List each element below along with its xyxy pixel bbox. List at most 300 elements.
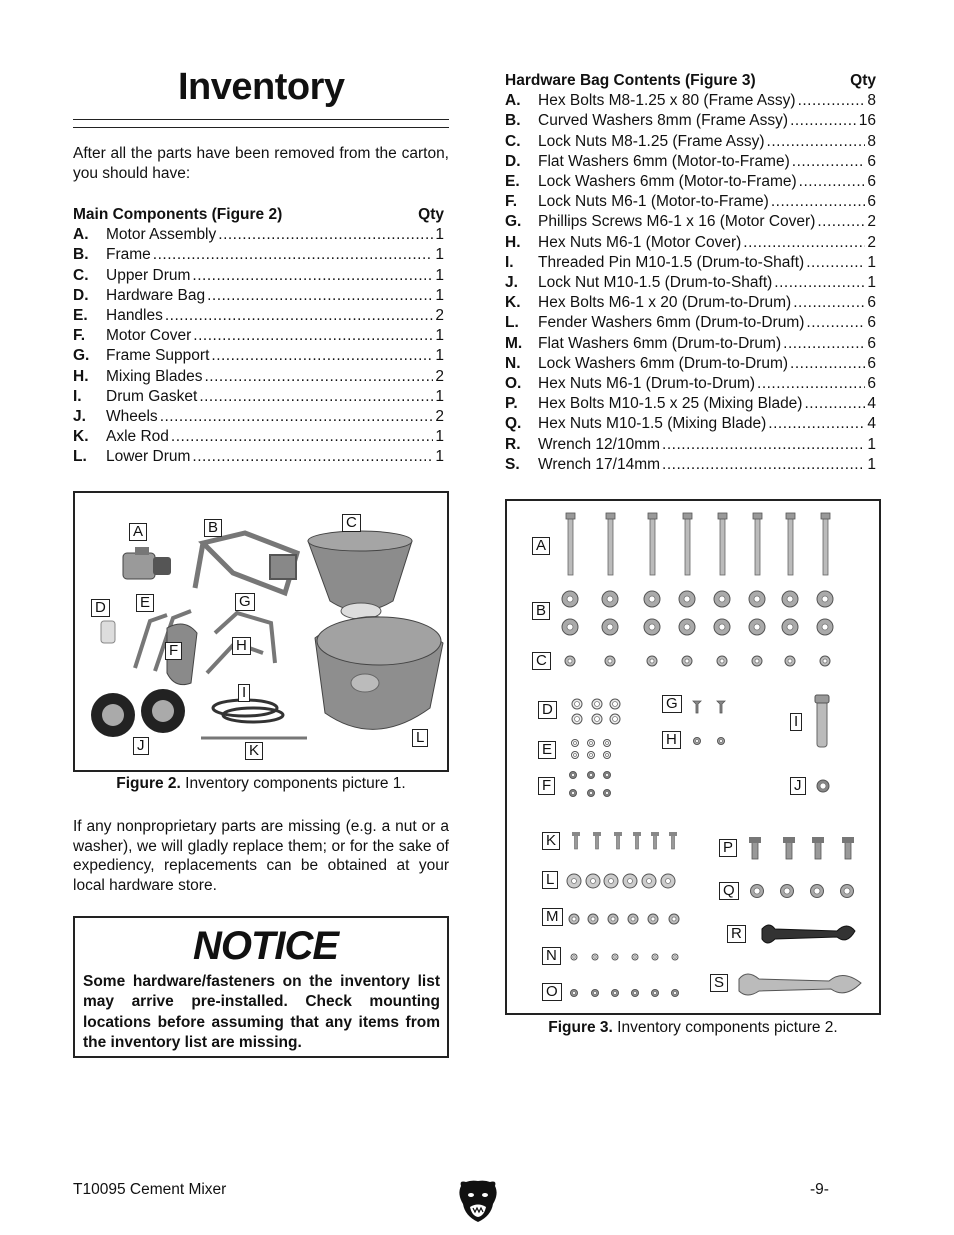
figure-3-label-f: F xyxy=(538,777,555,795)
hardware-leader-dots xyxy=(790,111,857,131)
hardware-item-letter: B. xyxy=(505,112,521,130)
flat-washer-d-hole xyxy=(595,702,600,707)
flat-washer-d-hole xyxy=(613,702,618,707)
hardware-row xyxy=(505,334,876,354)
lock-nut-f-hole xyxy=(590,774,593,777)
main-component-item-qty: 1 xyxy=(435,226,444,244)
main-component-item-name: Handles xyxy=(106,307,163,325)
hardware-item-name: Flat Washers 6mm (Drum-to-Drum) xyxy=(538,334,782,352)
hardware-item-name: Lock Nuts M6-1 (Motor-to-Frame) xyxy=(538,193,769,211)
figure-2-label-e: E xyxy=(136,594,154,612)
hardware-item-name: Lock Nut M10-1.5 (Drum-to-Shaft) xyxy=(538,274,773,292)
hex-bolt-a xyxy=(788,517,793,575)
hardware-leader-dots xyxy=(768,414,865,434)
figure-3-illustration xyxy=(507,501,879,1013)
hardware-row xyxy=(505,374,876,394)
phillips-screw-g xyxy=(693,701,701,713)
main-component-leader-dots xyxy=(193,326,433,346)
lock-nut-c-hole xyxy=(788,659,792,663)
lock-washer-e-hole xyxy=(590,742,593,745)
figure-2-label-b: B xyxy=(204,519,222,537)
threaded-pin-i xyxy=(817,699,827,747)
main-component-item-qty: 1 xyxy=(435,266,444,284)
hardware-item-name: Lock Nuts M8-1.25 (Frame Assy) xyxy=(538,132,765,150)
curved-washer-b-hole xyxy=(649,624,655,630)
flat-washer-m-hole xyxy=(672,917,676,921)
hex-bolt-a-head xyxy=(718,513,727,519)
figure-3-label-d: D xyxy=(538,701,557,719)
main-component-leader-dots xyxy=(218,225,433,245)
curved-washer-b-hole xyxy=(822,596,828,602)
hardware-item-letter: I. xyxy=(505,253,514,271)
figure-2-label-k: K xyxy=(245,742,263,760)
hardware-item-name: Wrench 12/10mm xyxy=(538,435,661,453)
figure-2-label-f: F xyxy=(165,642,182,660)
hex-bolt-k-head xyxy=(651,832,659,836)
hardware-leader-dots xyxy=(783,334,865,354)
hardware-item-letter: N. xyxy=(505,354,521,372)
main-component-item-letter: I. xyxy=(73,387,82,405)
hex-bolt-p-head xyxy=(749,837,761,843)
main-component-item-qty: 1 xyxy=(435,246,444,264)
lower-drum-illustration xyxy=(315,617,443,730)
flat-washer-m-hole xyxy=(631,917,635,921)
hex-nut-o-hole xyxy=(573,992,576,995)
lock-nut-c-hole xyxy=(568,659,572,663)
curved-washer-b-hole xyxy=(684,596,690,602)
figure-3-label-e: E xyxy=(538,741,556,759)
lock-washer-n-hole xyxy=(614,956,617,959)
hardware-row xyxy=(505,313,876,333)
lock-washer-n-hole xyxy=(573,956,576,959)
hardware-item-qty: 6 xyxy=(867,193,876,211)
upper-drum-illustration xyxy=(308,531,412,619)
hex-nut-o-hole xyxy=(614,992,617,995)
hardware-leader-dots xyxy=(806,253,865,273)
figure-3-label-h: H xyxy=(662,731,681,749)
hardware-leader-dots xyxy=(743,233,865,253)
motor-assembly-illustration xyxy=(123,547,171,579)
hardware-item-qty: 4 xyxy=(867,415,876,433)
hardware-row xyxy=(505,394,876,414)
lock-nut-j-hole xyxy=(820,783,826,789)
hex-bolt-a xyxy=(650,517,655,575)
figure-3-caption-label: Figure 3. xyxy=(548,1019,613,1036)
hex-bolt-p xyxy=(815,841,821,859)
main-component-item-letter: H. xyxy=(73,367,89,385)
hardware-item-qty: 6 xyxy=(867,294,876,312)
hex-bolt-p-head xyxy=(783,837,795,843)
main-component-row xyxy=(73,225,444,245)
hardware-leader-dots xyxy=(799,172,866,192)
lock-nut-c-hole xyxy=(720,659,724,663)
hardware-leader-dots xyxy=(767,132,866,152)
figure-3-caption-text: Inventory components picture 2. xyxy=(617,1019,838,1036)
hex-bolt-a xyxy=(568,517,573,575)
hardware-item-qty: 1 xyxy=(867,274,876,292)
figure-2-caption-text: Inventory components picture 1. xyxy=(185,775,406,792)
flat-washer-m-hole xyxy=(591,917,595,921)
lock-washer-n-hole xyxy=(594,956,597,959)
curved-washer-b-hole xyxy=(754,624,760,630)
figure-3-label-a: A xyxy=(532,537,550,555)
hex-bolt-k-head xyxy=(633,832,641,836)
hardware-leader-dots xyxy=(817,212,865,232)
hardware-item-name: Lock Washers 6mm (Drum-to-Drum) xyxy=(538,354,789,372)
hardware-item-letter: F. xyxy=(505,193,518,211)
phillips-screw-g xyxy=(717,701,725,713)
lock-nut-f-hole xyxy=(590,792,593,795)
hardware-leader-dots xyxy=(806,313,865,333)
main-component-row xyxy=(73,447,444,467)
fender-washer-l-hole xyxy=(628,879,633,884)
hardware-leader-dots xyxy=(798,91,866,111)
hardware-row xyxy=(505,152,876,172)
hardware-item-qty: 6 xyxy=(867,152,876,170)
hardware-item-letter: S. xyxy=(505,455,520,473)
hex-nut-q-hole xyxy=(784,888,790,894)
curved-washer-b-hole xyxy=(649,596,655,602)
figure-2-label-a: A xyxy=(129,523,147,541)
lock-washer-e-hole xyxy=(606,754,609,757)
hardware-leader-dots xyxy=(662,435,865,455)
intro-paragraph: After all the parts have been removed from the carton, you should have: xyxy=(73,145,449,182)
hex-bolt-a xyxy=(685,517,690,575)
hex-bolt-p xyxy=(786,841,792,859)
notice-title: NOTICE xyxy=(193,924,339,968)
hardware-item-letter: M. xyxy=(505,334,523,352)
figure-3-label-i: I xyxy=(790,713,802,731)
main-components-list xyxy=(73,205,444,468)
main-component-item-letter: C. xyxy=(73,266,89,284)
main-component-item-name: Frame Support xyxy=(106,347,210,365)
hardware-leader-dots xyxy=(790,354,865,374)
figure-2-label-i: I xyxy=(238,684,250,702)
hex-nut-q-hole xyxy=(754,888,760,894)
hardware-leader-dots xyxy=(771,192,866,212)
hardware-item-letter: L. xyxy=(505,314,519,332)
figure-3-label-p: P xyxy=(719,839,737,857)
figure-3-label-q: Q xyxy=(719,882,739,900)
hex-bolt-a-head xyxy=(753,513,762,519)
main-component-leader-dots xyxy=(205,367,434,387)
hardware-leader-dots xyxy=(757,374,865,394)
lock-washer-n-hole xyxy=(634,956,637,959)
hardware-item-name: Wrench 17/14mm xyxy=(538,455,661,473)
curved-washer-b-hole xyxy=(607,624,613,630)
curved-washer-b-hole xyxy=(787,596,793,602)
hardware-item-letter: E. xyxy=(505,173,520,191)
main-component-item-name: Upper Drum xyxy=(106,266,191,284)
figure-3-label-l: L xyxy=(542,871,558,889)
hex-nut-o-hole xyxy=(654,992,657,995)
title-rule-bottom xyxy=(73,127,449,128)
curved-washer-b-hole xyxy=(719,596,725,602)
wrench-r xyxy=(762,925,855,943)
lock-nut-c-hole xyxy=(755,659,759,663)
main-component-item-name: Frame xyxy=(106,246,151,264)
main-component-leader-dots xyxy=(165,306,434,326)
figure-2-label-c: C xyxy=(342,514,361,532)
figure-2-caption xyxy=(73,775,449,793)
title-rule-top xyxy=(73,119,449,120)
hardware-item-qty: 6 xyxy=(867,314,876,332)
main-component-item-letter: L. xyxy=(73,448,87,466)
main-component-item-qty: 1 xyxy=(435,428,444,446)
hex-nut-q-hole xyxy=(814,888,820,894)
curved-washer-b-hole xyxy=(567,624,573,630)
main-component-item-letter: A. xyxy=(73,226,89,244)
main-component-leader-dots xyxy=(199,387,433,407)
hardware-leader-dots xyxy=(804,394,865,414)
lock-washer-e-hole xyxy=(574,754,577,757)
main-component-item-qty: 1 xyxy=(435,387,444,405)
fender-washer-l-hole xyxy=(591,879,596,884)
main-component-row xyxy=(73,427,444,447)
figure-2-image xyxy=(73,491,449,772)
hardware-bag-qty-header: Qty xyxy=(850,72,876,89)
main-component-item-letter: D. xyxy=(73,286,89,304)
hex-bolt-a-head xyxy=(606,513,615,519)
figure-3-label-g: G xyxy=(662,695,682,713)
hex-bolt-k-head xyxy=(593,832,601,836)
main-component-item-qty: 2 xyxy=(435,367,444,385)
hex-bolt-a-head xyxy=(648,513,657,519)
hardware-item-letter: H. xyxy=(505,233,521,251)
hardware-item-name: Threaded Pin M10-1.5 (Drum-to-Shaft) xyxy=(538,253,805,271)
hex-bolt-p xyxy=(845,841,851,859)
flat-washer-m-hole xyxy=(572,917,576,921)
hardware-item-qty: 1 xyxy=(867,253,876,271)
hardware-row xyxy=(505,233,876,253)
main-component-row xyxy=(73,346,444,366)
hex-bolt-k-head xyxy=(614,832,622,836)
main-components-header xyxy=(73,205,444,225)
flat-washer-d-hole xyxy=(595,717,600,722)
flat-washer-d-hole xyxy=(613,717,618,722)
main-component-leader-dots xyxy=(192,266,433,286)
main-component-item-qty: 2 xyxy=(435,307,444,325)
lock-washer-e-hole xyxy=(606,742,609,745)
missing-parts-paragraph: If any nonproprietary parts are missing (e.g. a nut or a washer), we will gladly replace them; or for the sake of expediency, replacements can be obtained at your local hardware store. xyxy=(73,818,449,894)
main-component-item-letter: K. xyxy=(73,428,89,446)
hex-bolt-a xyxy=(608,517,613,575)
hardware-item-letter: P. xyxy=(505,395,518,413)
main-component-row xyxy=(73,326,444,346)
hardware-item-letter: O. xyxy=(505,375,522,393)
lock-washer-e-hole xyxy=(574,742,577,745)
hardware-row xyxy=(505,273,876,293)
hardware-item-letter: J. xyxy=(505,274,518,292)
hex-nut-q-hole xyxy=(844,888,850,894)
hex-bolt-a xyxy=(720,517,725,575)
figure-2-caption-label: Figure 2. xyxy=(116,775,181,792)
figure-2-label-j: J xyxy=(133,737,149,755)
figure-2-label-l: L xyxy=(412,729,428,747)
hex-bolt-k xyxy=(575,835,578,849)
hardware-item-qty: 6 xyxy=(867,375,876,393)
hex-bolt-k-head xyxy=(669,832,677,836)
main-component-item-qty: 2 xyxy=(435,408,444,426)
hardware-row xyxy=(505,414,876,434)
hardware-leader-dots xyxy=(793,293,865,313)
main-component-row xyxy=(73,266,444,286)
main-component-leader-dots xyxy=(207,286,433,306)
wheels-illustration xyxy=(91,689,185,737)
lock-nut-c-hole xyxy=(650,659,654,663)
fender-washer-l-hole xyxy=(572,879,577,884)
hardware-item-name: Phillips Screws M6-1 x 16 (Motor Cover) xyxy=(538,213,816,231)
curved-washer-b-hole xyxy=(567,596,573,602)
hardware-row xyxy=(505,212,876,232)
lock-nut-c-hole xyxy=(608,659,612,663)
frame-illustration xyxy=(195,533,297,593)
hardware-item-letter: D. xyxy=(505,152,521,170)
figure-3-label-k: K xyxy=(542,832,560,850)
hardware-item-qty: 1 xyxy=(867,435,876,453)
hardware-item-qty: 8 xyxy=(867,132,876,150)
hardware-row xyxy=(505,253,876,273)
flat-washer-d-hole xyxy=(575,717,580,722)
hardware-item-name: Curved Washers 8mm (Frame Assy) xyxy=(538,112,789,130)
main-component-leader-dots xyxy=(211,346,433,366)
main-component-item-name: Mixing Blades xyxy=(106,367,203,385)
hex-bolt-a-head xyxy=(821,513,830,519)
main-component-row xyxy=(73,367,444,387)
hardware-item-letter: Q. xyxy=(505,415,522,433)
hex-bolt-k xyxy=(617,835,620,849)
hardware-row xyxy=(505,192,876,212)
figure-3-label-m: M xyxy=(542,908,563,926)
wrench-s xyxy=(739,974,861,995)
hardware-item-qty: 6 xyxy=(867,354,876,372)
hex-nut-h-hole xyxy=(720,740,723,743)
lock-washer-e-hole xyxy=(590,754,593,757)
footer-page-number: -9- xyxy=(810,1181,829,1198)
lock-nut-f-hole xyxy=(606,792,609,795)
footer-model: T10095 Cement Mixer xyxy=(73,1181,227,1198)
figure-2-label-d: D xyxy=(91,599,110,617)
lock-nut-f-hole xyxy=(606,774,609,777)
hex-bolt-p-head xyxy=(842,837,854,843)
page-title: Inventory xyxy=(178,66,345,108)
hardware-leader-dots xyxy=(662,455,865,475)
hardware-bag-list xyxy=(505,71,876,475)
hardware-item-qty: 1 xyxy=(867,455,876,473)
hardware-leader-dots xyxy=(792,152,866,172)
hardware-item-name: Hex Bolts M10-1.5 x 25 (Mixing Blade) xyxy=(538,395,803,413)
main-components-qty-header: Qty xyxy=(418,206,444,223)
hex-bolt-a xyxy=(823,517,828,575)
hardware-item-name: Hex Bolts M6-1 x 20 (Drum-to-Drum) xyxy=(538,294,792,312)
main-component-item-qty: 1 xyxy=(435,286,444,304)
hex-bolt-a xyxy=(755,517,760,575)
hardware-item-qty: 6 xyxy=(867,173,876,191)
main-component-item-name: Drum Gasket xyxy=(106,387,198,405)
curved-washer-b-hole xyxy=(754,596,760,602)
lock-nut-c-hole xyxy=(823,659,827,663)
hardware-item-qty: 16 xyxy=(858,112,876,130)
hardware-item-name: Hex Nuts M6-1 (Motor Cover) xyxy=(538,233,742,251)
flat-washer-d-hole xyxy=(575,702,580,707)
main-component-leader-dots xyxy=(160,407,434,427)
hex-bolt-k xyxy=(672,835,675,849)
hex-bolt-k xyxy=(596,835,599,849)
hardware-item-qty: 4 xyxy=(867,395,876,413)
figure-3-caption xyxy=(505,1019,881,1037)
main-component-item-letter: G. xyxy=(73,347,90,365)
hardware-item-letter: C. xyxy=(505,132,521,150)
main-component-row xyxy=(73,407,444,427)
hardware-item-letter: G. xyxy=(505,213,522,231)
hex-bolt-p xyxy=(752,841,758,859)
threaded-pin-i-head xyxy=(815,695,829,703)
main-component-item-name: Motor Assembly xyxy=(106,226,217,244)
hardware-item-qty: 2 xyxy=(867,233,876,251)
figure-3-label-r: R xyxy=(727,925,746,943)
main-component-item-name: Motor Cover xyxy=(106,327,192,345)
fender-washer-l-hole xyxy=(666,879,671,884)
notice-text: Some hardware/fasteners on the inventory list may arrive pre-installed. Check mounting locations before assuming that any items from the inventory list are missing. xyxy=(83,973,440,1051)
main-component-item-letter: B. xyxy=(73,246,89,264)
curved-washer-b-hole xyxy=(719,624,725,630)
hex-bolt-a-head xyxy=(683,513,692,519)
main-component-item-letter: J. xyxy=(73,408,86,426)
figure-3-image xyxy=(505,499,881,1015)
main-component-item-name: Axle Rod xyxy=(106,428,169,446)
main-component-item-name: Lower Drum xyxy=(106,448,191,466)
hardware-row xyxy=(505,435,876,455)
figure-3-label-o: O xyxy=(542,983,562,1001)
lock-nut-c-hole xyxy=(685,659,689,663)
drum-gasket-illustration xyxy=(213,700,283,722)
hardware-row xyxy=(505,293,876,313)
lock-washer-n-hole xyxy=(674,956,677,959)
figure-3-label-c: C xyxy=(532,652,551,670)
hardware-item-letter: K. xyxy=(505,294,521,312)
hex-nut-o-hole xyxy=(594,992,597,995)
hardware-bag-illustration xyxy=(101,621,115,643)
figure-3-label-b: B xyxy=(532,602,550,620)
curved-washer-b-hole xyxy=(607,596,613,602)
notice-box xyxy=(73,916,449,1058)
main-component-leader-dots xyxy=(153,245,434,265)
hex-nut-o-hole xyxy=(634,992,637,995)
main-component-item-name: Wheels xyxy=(106,408,158,426)
main-component-item-letter: E. xyxy=(73,307,88,325)
main-component-row xyxy=(73,387,444,407)
hardware-row xyxy=(505,354,876,374)
hardware-leader-dots xyxy=(774,273,865,293)
fender-washer-l-hole xyxy=(647,879,652,884)
main-component-leader-dots xyxy=(171,427,433,447)
hardware-item-letter: R. xyxy=(505,435,521,453)
figure-2-label-g: G xyxy=(235,593,255,611)
curved-washer-b-hole xyxy=(684,624,690,630)
hardware-row xyxy=(505,455,876,475)
main-component-item-qty: 1 xyxy=(435,448,444,466)
main-component-row xyxy=(73,245,444,265)
hardware-item-name: Hex Nuts M10-1.5 (Mixing Blade) xyxy=(538,415,767,433)
hardware-row xyxy=(505,91,876,111)
hardware-item-qty: 6 xyxy=(867,334,876,352)
hardware-item-qty: 8 xyxy=(867,92,876,110)
hardware-item-letter: A. xyxy=(505,92,521,110)
main-component-row xyxy=(73,286,444,306)
curved-washer-b-hole xyxy=(787,624,793,630)
hardware-item-name: Hex Bolts M8-1.25 x 80 (Frame Assy) xyxy=(538,92,796,110)
main-component-item-qty: 1 xyxy=(435,347,444,365)
